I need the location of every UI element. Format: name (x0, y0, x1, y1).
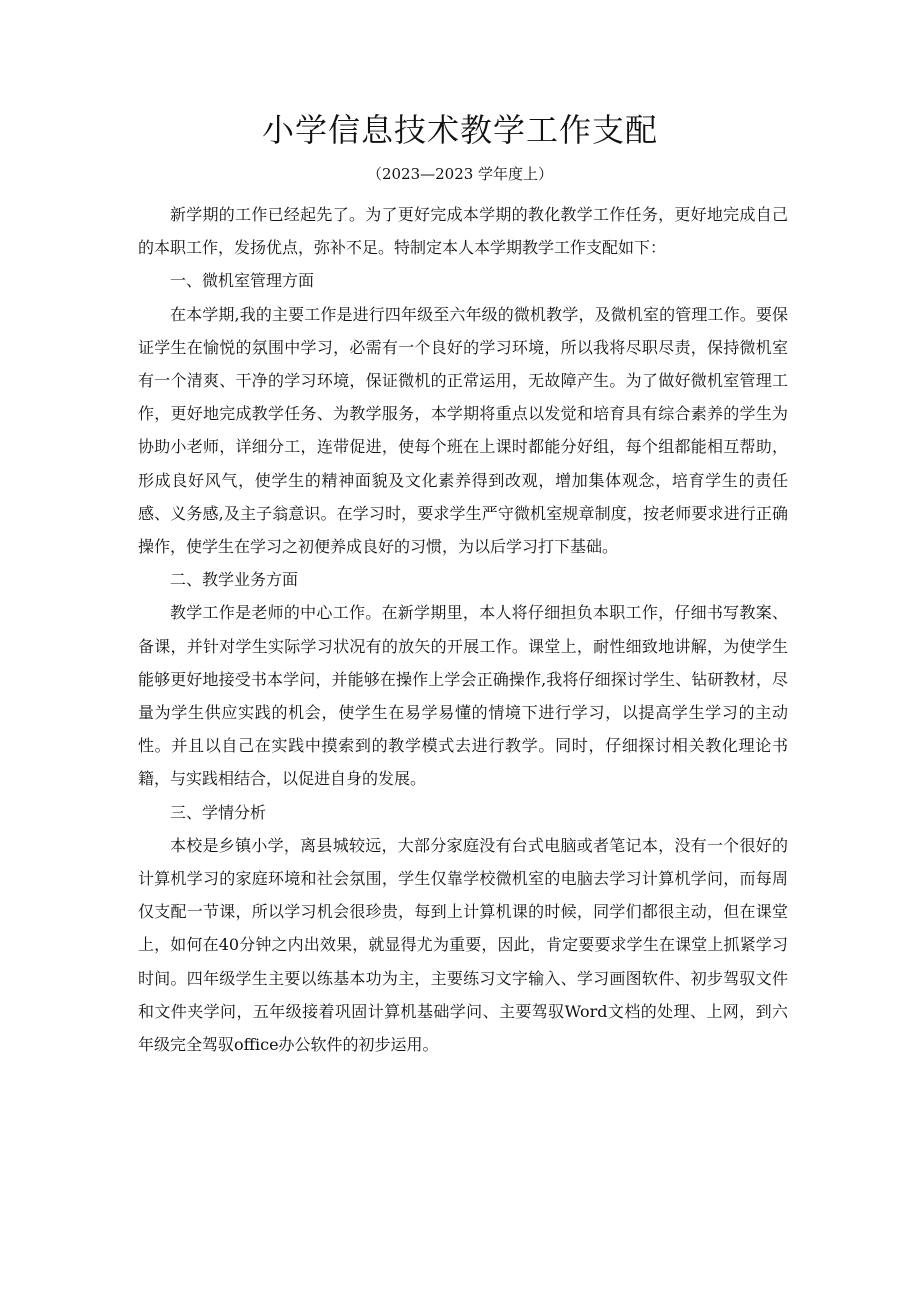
section-heading-teaching: 二、教学业务方面 (170, 570, 299, 590)
intro-paragraph: 新学期的工作已经起先了。为了更好完成本学期的教化教学工作任务，更好地完成自己的本职工作，发扬优点，弥补不足。特制定本人本学期教学工作支配如下： (138, 205, 788, 258)
document-subtitle: （2023—2023 学年度上） (366, 165, 554, 183)
lab-management-paragraph: 在本学期,我的主要工作是进行四年级至六年级的微机教学，及微机室的管理工作。要保证学生在愉悦的氛围中学习，必需有一个良好的学习环境，所以我将尽职尽责，保持微机室有一个清爽、干净的学习环境，保证微机的正常运用，无故障产生。为了做好微机室管理工作，更好地完成教学任务、为教学服务，本学期将重点以发觉和培育具有综合素养的学生为协助小老师，详细分工，连带促进，使每个班在上课时都能分好组，每个组都能相互帮助，形成良好风气，使学生的精神面貌及文化素养得到改观，增加集体观念，培育学生的责任感、义务感,及主子翁意识。在学习时，要求学生严守微机室规章制度，按老师要求进行正确操作，使学生在学习之初便养成良好的习惯，为以后学习打下基础。 (138, 304, 788, 557)
teaching-paragraph: 教学工作是老师的中心工作。在新学期里，本人将仔细担负本职工作，仔细书写教案、备课，并针对学生实际学习状况有的放矢的开展工作。课堂上，耐性细致地讲解，为使学生能够更好地接受书本学问，并能够在操作上学会正确操作,我将仔细探讨学生、钻研教材，尽量为学生供应实践的机会，使学生在易学易懂的情境下进行学习，以提高学生学习的主动性。并且以自己在实践中摸索到的教学模式去进行教学。同时，仔细探讨相关教化理论书籍，与实践相结合，以促进自身的发展。 (138, 603, 788, 789)
document-body (138, 198, 788, 1061)
section-heading-student-analysis: 三、学情分析 (170, 802, 267, 822)
student-analysis-paragraph: 本校是乡镇小学，离县城较远，大部分家庭没有台式电脑或者笔记本，没有一个很好的计算机学习的家庭环境和社会氛围，学生仅靠学校微机室的电脑去学习计算机学问，而每周仅支配一节课，所以学习机会很珍贵，每到上计算机课的时候，同学们都很主动，但在课堂上，如何在40分钟之内出效果，就显得尤为重要，因此，肯定要要求学生在课堂上抓紧学习时间。四年级学生主要以练基本功为主，主要练习文字输入、学习画图软件、初步驾驭文件和文件夹学问，五年级接着巩固计算机基础学问、主要驾驭Word文档的处理、上网，到六年级完全驾驭office办公软件的初步运用。 (138, 835, 788, 1055)
document-title: 小学信息技术教学工作支配 (261, 111, 658, 149)
section-heading-lab-management: 一、微机室管理方面 (170, 271, 315, 291)
